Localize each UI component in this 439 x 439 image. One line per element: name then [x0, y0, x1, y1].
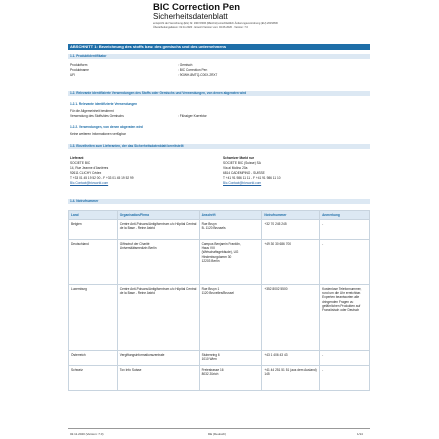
swiss-supplier-email-link[interactable]: Bic.Contact@bicworld.com [223, 181, 262, 185]
column-header: Organisation/Firma [117, 211, 199, 220]
table-cell-note: - [320, 220, 370, 240]
supplier-line: T +33 01 45 19 52 00 - F +33 01 45 19 52 99 [70, 176, 134, 180]
supplier-heading: Lieferant [70, 156, 84, 160]
column-header: Anschrift [199, 211, 262, 220]
table-cell-note: Kostenlose Telefonnummer, rund um die Uhr erreichbar. Experten beantworten alle dringenden Fragen zu gefährlichen Produkten auf Französisch oder Deutsch [320, 285, 370, 351]
table-cell-note: - [320, 240, 370, 285]
table-row [69, 351, 370, 366]
table-cell-org: Tox Info Suisse [117, 366, 199, 391]
product-form-label: Produktform [70, 63, 88, 67]
table-cell-tel: +43 1 406 43 43 [262, 351, 320, 366]
document-subtitle: Sicherheitsdatenblatt [153, 12, 228, 21]
use-label: Verwendung des Stoffs/des Gemischs [70, 114, 124, 118]
ufi-label: UFI [70, 73, 76, 77]
swiss-supplier-line: SOCIETE BIC (Suisse) SA [223, 161, 261, 165]
table-cell-addr: Campus Benjamin Franklin, Haus VIII (Wirtschaftsgebäude), UG Hindenburgdamm 30 12203 Berlin [199, 240, 262, 285]
swiss-supplier-line: 6814 CADEMPINO - SUISSE [223, 171, 265, 175]
table-cell-org: Giftnotruf der Charité Universitätsmedizin Berlin [117, 240, 199, 285]
footer-date: 02.11.2020 (Version: 7.0) [70, 432, 104, 436]
table-cell-note: - [320, 366, 370, 391]
table-cell-org: Vergiftungsinformationszentrale [117, 351, 199, 366]
column-header: Notrufnummer [262, 211, 320, 220]
subsection-1-2-2-title: 1.2.2. Verwendungen, von denen abgeraten wird [70, 125, 143, 129]
product-name-label: Produktname [70, 68, 89, 72]
footer-page-number: 1/14 [357, 432, 363, 436]
use-line: Für die Allgemeinheit bestimmt [70, 109, 114, 113]
ufi-value: : 9GWH-8MTQ-C00X-2RX7 [178, 73, 218, 77]
swiss-supplier-line: Via al Molino 20a [223, 166, 248, 170]
table-row [69, 285, 370, 351]
advised-against-line: Keine weiteren Informationen verfügbar [70, 132, 126, 136]
table-cell-land: Schweiz [69, 366, 118, 391]
document-title: BIC Correction Pen [153, 2, 241, 13]
regulation-line: entspricht der Verordnung (EG) Nr. 1907/2006 (REACH) einschließlich Änderungsverordnung (EU) 2015/830 [153, 22, 278, 25]
table-cell-addr: Rue Bruyn 1 1120 Bruxelles/Brussel [199, 285, 262, 351]
swiss-supplier-heading: Schweizer Markt nur [223, 156, 254, 160]
table-cell-addr: Freiestrasse 16 8032 Zürich [199, 366, 262, 391]
supplier-line: SOCIETE BIC [70, 161, 91, 165]
subsection-1-1-title: 1.1. Produktidentifikator [68, 54, 370, 59]
swiss-supplier-line: T +41 91 986 11 11 - F +41 91 986 11 10 [223, 176, 281, 180]
table-cell-tel: +32 70 245 245 [262, 220, 320, 240]
table-cell-org: Centre Anti-Poisons/Antigifcentrum c/o Hôpital Central de la Base - Reine Astrid [117, 285, 199, 351]
table-cell-note: - [320, 351, 370, 366]
table-cell-tel: +49 30 30 686 700 [262, 240, 320, 285]
footer-divider [68, 428, 370, 429]
table-cell-land: Luxemburg [69, 285, 118, 351]
table-row [69, 240, 370, 285]
column-header: Anmerkung [320, 211, 370, 220]
column-header: Land [69, 211, 118, 220]
subsection-1-2-1-title: 1.2.1. Relevante identifizierte Verwendungen [70, 102, 138, 106]
revision-line: Überarbeitungsdatum: 02.11.2020 · Ersetzt Version vom: 04.06.2020 · Version: 7.0 [153, 26, 248, 29]
supplier-line: 14, Rue Jeanne d'Asnières [70, 166, 109, 170]
product-name-value: : BIC Correction Pen [178, 68, 208, 72]
subsection-1-2-title: 1.2. Relevante identifizierte Verwendungen des Stoffs oder Gemischs und Verwendungen, von denen abgeraten wird [68, 91, 370, 96]
use-value: : Flüssiger Korrektor [178, 114, 207, 118]
product-form-value: : Gemisch [178, 63, 193, 67]
table-cell-addr: Stubenring 6 1010 Wien [199, 351, 262, 366]
table-cell-addr: Rue Bruyn B- 1120 Brussels [199, 220, 262, 240]
table-cell-land: Deutschland [69, 240, 118, 285]
table-row [69, 366, 370, 391]
supplier-line: 92611 CLICHY Cédex [70, 171, 102, 175]
table-cell-org: Centre Anti-Poisons/Antigifcentrum c/o Hôpital Central de la Base - Reine Astrid [117, 220, 199, 240]
footer-language: DE (Deutsch) [208, 432, 227, 436]
subsection-1-4-title: 1.4. Notrufnummer [68, 199, 370, 204]
section-1-title: ABSCHNITT 1: Bezeichnung des stoffs bzw. des gemischs und des unternehmens [68, 44, 370, 50]
supplier-email-link[interactable]: Bic.Contact@bicworld.com [70, 181, 109, 185]
table-cell-land: Belgien [69, 220, 118, 240]
table-row [69, 220, 370, 240]
table-header-row [69, 211, 370, 220]
table-cell-land: Österreich [69, 351, 118, 366]
table-cell-tel: +41 44 251 51 51 (aus dem Ausland) 145 [262, 366, 320, 391]
emergency-number-table [68, 210, 370, 391]
subsection-1-3-title: 1.3. Einzelheiten zum Lieferanten, der das Sicherheitsdatenblatt bereitstellt [68, 144, 370, 149]
table-cell-tel: +352 8002 5500 [262, 285, 320, 351]
